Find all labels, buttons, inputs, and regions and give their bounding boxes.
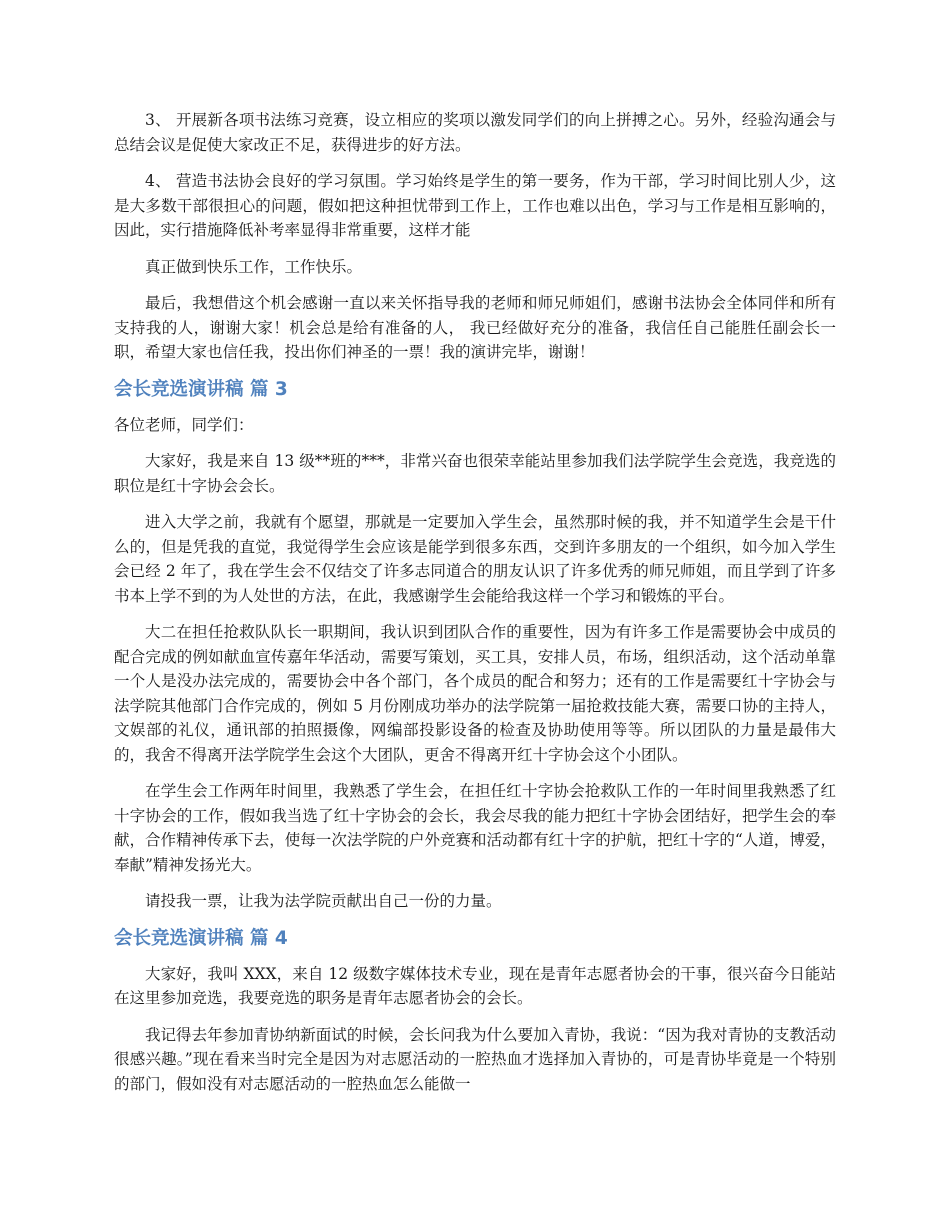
paragraph: 真正做到快乐工作，工作快乐。 <box>145 257 363 276</box>
section-heading: 会长竞选演讲稿 篇 3 <box>114 378 288 400</box>
paragraph: 大二在担任抢救队队长一职期间，我认识到团队合作的重要性，因为有许多工作是需要协会中成员的配合完成的例如献血宣传嘉年华活动，需要写策划，买工具，安排人员，布场，组织活动，这个活动单靠一个人是没办法完成的，需要协会中各个部门，各个成员的配合和努力；还有的工作是需要红十字协会与法学院其他部门合作完成的，例如 5 月份刚成功举办的法学院第一届抢救技能大赛，需要口协的主持人，文娱部的礼仪，通讯部的拍照摄像，网编部投影设备的检查及协助使用等等。所以团队的力量是最伟大的，我舍不得离开法学院学生会这个大团队，更舍不得离开红十字协会这个小团队。 <box>114 623 836 764</box>
paragraph: 3、 开展新各项书法练习竞赛，设立相应的奖项以激发同学们的向上拼搏之心。另外，经验沟通会与总结会议是促使大家改正不足，获得进步的好方法。 <box>114 111 836 154</box>
document-page <box>114 108 836 1108</box>
greeting: 各位老师，同学们： <box>114 415 254 434</box>
paragraph: 最后，我想借这个机会感谢一直以来关怀指导我的老师和师兄师姐们，感谢书法协会全体同伴和所有支持我的人，谢谢大家！机会总是给有准备的人， 我已经做好充分的准备，我信任自己能胜任副会长一职，希望大家也信任我，投出你们神圣的一票！我的演讲完毕，谢谢！ <box>114 294 836 361</box>
paragraph: 进入大学之前，我就有个愿望，那就是一定要加入学生会，虽然那时候的我，并不知道学生会是干什么的，但是凭我的直觉，我觉得学生会应该是能学到很多东西，交到许多朋友的一个组织，如今加入学生会已经 2 年了，我在学生会不仅结交了许多志同道合的朋友认识了许多优秀的师兄师姐，而且学到了许多书本上学不到的为人处世的方法，在此，我感谢学生会能给我这样一个学习和锻炼的平台。 <box>114 513 836 605</box>
paragraph: 在学生会工作两年时间里，我熟悉了学生会，在担任红十字协会抢救队工作的一年时间里我熟悉了红十字协会的工作，假如我当选了红十字协会的会长，我会尽我的能力把红十字协会团结好，把学生会的奉献，合作精神传承下去，使每一次法学院的户外竞赛和活动都有红十字的护航，把红十字的“人道，博爱，奉献”精神发扬光大。 <box>114 782 836 874</box>
paragraph: 大家好，我是来自 13 级**班的***，非常兴奋也很荣幸能站里参加我们法学院学生会竞选，我竞选的职位是红十字协会会长。 <box>114 452 836 495</box>
paragraph: 4、 营造书法协会良好的学习氛围。学习始终是学生的第一要务，作为干部，学习时间比别人少，这是大多数干部很担心的问题，假如把这种担忧带到工作上，工作也难以出色，学习与工作是相互影响的，因此，实行措施降低补考率显得非常重要，这样才能 <box>114 172 836 239</box>
paragraph: 请投我一票，让我为法学院贡献出自己一份的力量。 <box>145 892 502 910</box>
paragraph: 大家好，我叫 XXX，来自 12 级数字媒体技术专业，现在是青年志愿者协会的干事，很兴奋今日能站在这里参加竞选，我要竞选的职务是青年志愿者协会的会长。 <box>114 964 836 1007</box>
section-heading: 会长竞选演讲稿 篇 4 <box>114 927 288 949</box>
paragraph: 我记得去年参加青协纳新面试的时候，会长问我为什么要加入青协，我说：“因为我对青协的支教活动很感兴趣。”现在看来当时完全是因为对志愿活动的一腔热血才选择加入青协的，可是青协毕竟是一个特别的部门，假如没有对志愿活动的一腔热血怎么能做一 <box>114 1025 836 1093</box>
